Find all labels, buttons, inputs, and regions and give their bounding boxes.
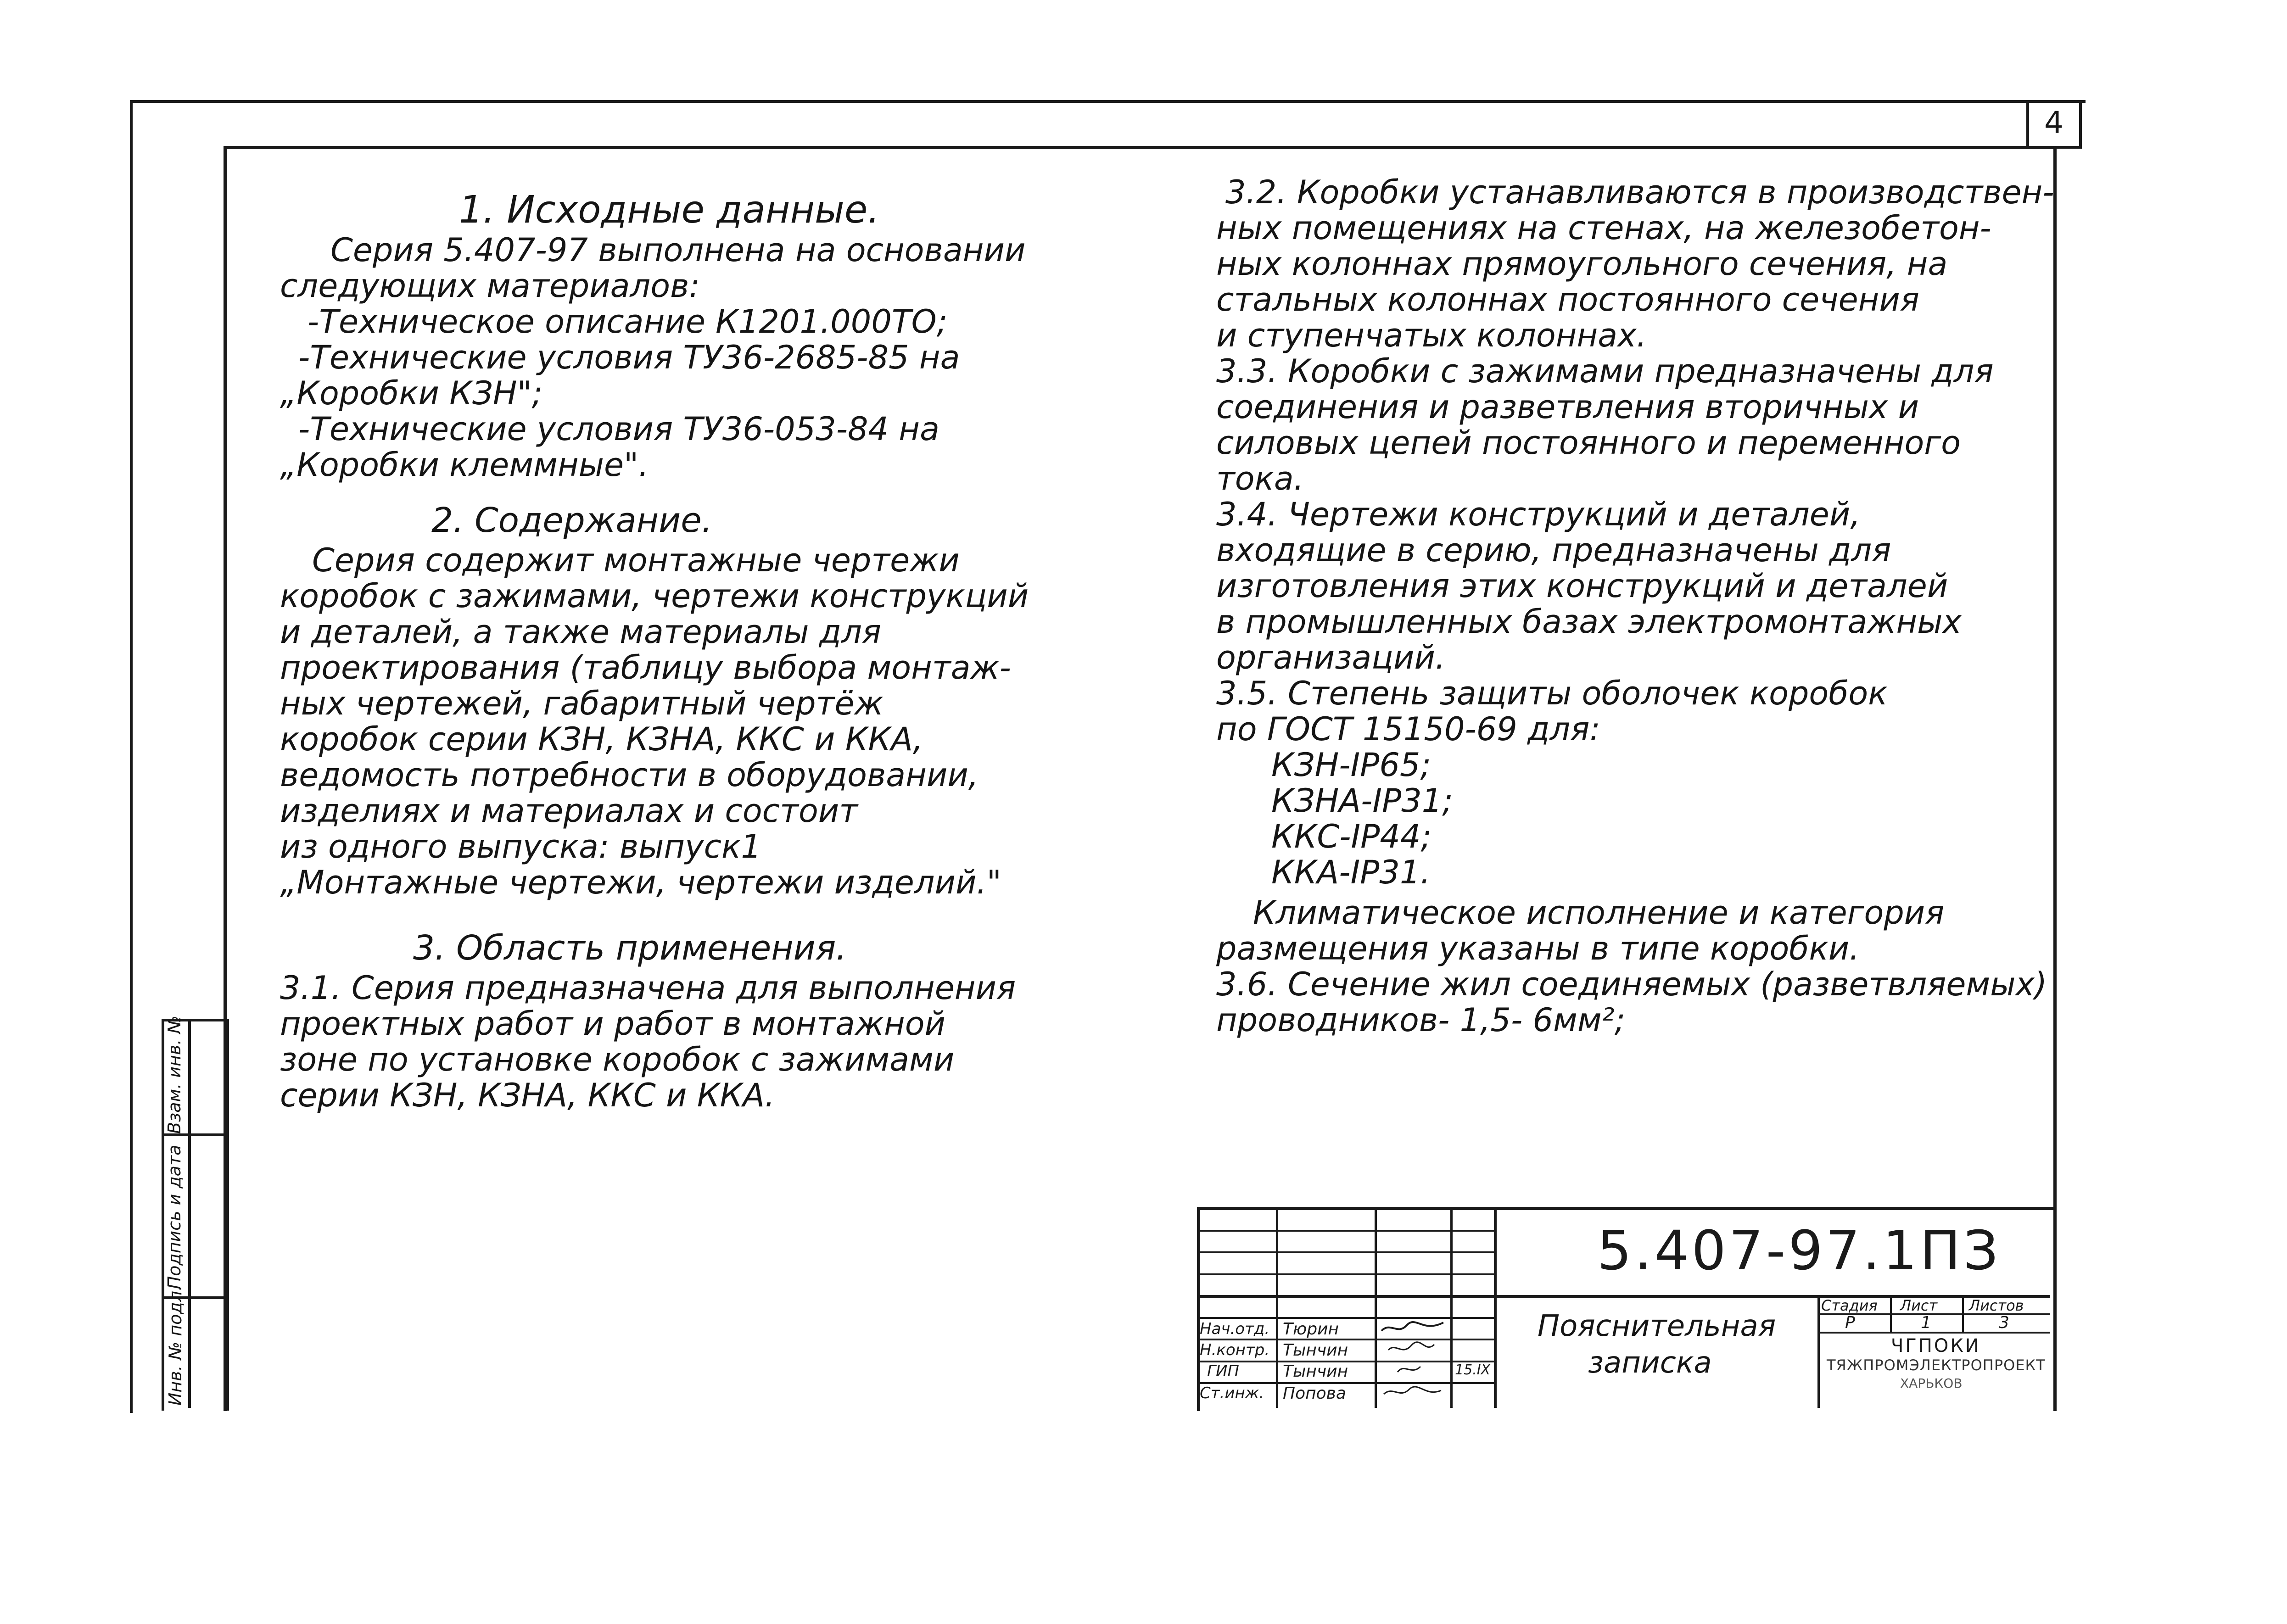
- clause-3-2-line: ных помещениях на стенах, на железобетон-: [1216, 209, 1991, 247]
- section2-line: Серия содержит монтажные чертежи: [312, 541, 960, 579]
- clause-3-3-line: тока.: [1216, 460, 1304, 497]
- side-strip-label-sign: Подпись и дата: [164, 1144, 185, 1289]
- document-title-line2: записка: [1588, 1346, 1712, 1380]
- left-column: [280, 188, 1088, 1113]
- clause-3-3-line: 3.3. Коробки с зажимами предназначены для: [1216, 352, 1994, 390]
- tb-name: Тынчин: [1283, 1341, 1348, 1360]
- tb-name: Тынчин: [1283, 1362, 1348, 1381]
- clause-3-4-line: изготовления этих конструкций и деталей: [1216, 567, 1948, 605]
- section1-line: -Технические условия ТУ36-053-84 на: [298, 410, 939, 448]
- tb-vline: [1494, 1207, 1497, 1408]
- tb-hline: [1197, 1317, 1495, 1319]
- protection-item: КЗН-IP65;: [1271, 746, 1431, 784]
- sheets-label: Листов: [1969, 1297, 2024, 1314]
- page-number: 4: [2044, 105, 2063, 140]
- sheet-label: Лист: [1900, 1297, 1938, 1314]
- clause-3-4-line: организаций.: [1216, 639, 1446, 676]
- sheet-value: 1: [1921, 1313, 1931, 1332]
- tb-hline: [1197, 1273, 1495, 1275]
- side-strip-divider: [188, 1019, 191, 1408]
- section3-line: проектных работ и работ в монтажной: [280, 1005, 946, 1043]
- tb-hline: [1197, 1251, 1495, 1253]
- tb-role: Н.контр.: [1200, 1341, 1270, 1359]
- section2-line: коробок серии КЗН, КЗНА, ККС и ККА,: [280, 720, 923, 758]
- clause-3-4-line: в промышленных базах электромонтажных: [1216, 603, 1962, 641]
- tb-role: Ст.инж.: [1200, 1384, 1264, 1402]
- tb-role: ГИП: [1207, 1362, 1239, 1380]
- section3-line: зоне по установке коробок с зажимами: [280, 1041, 955, 1078]
- tb-vline: [1276, 1207, 1278, 1408]
- section3-heading: 3. Область применения.: [413, 928, 847, 968]
- tb-role: Нач.отд.: [1200, 1320, 1270, 1338]
- section2-line: „Монтажные чертежи, чертежи изделий.": [280, 864, 1001, 901]
- clause-3-2-line: ных колоннах прямоугольного сечения, на: [1216, 245, 1948, 283]
- document-title-line1: Пояснительная: [1538, 1309, 1776, 1343]
- clause-3-4-line: входящие в серию, предназначены для: [1216, 531, 1891, 569]
- clause-3-5-line: по ГОСТ 15150-69 для:: [1216, 710, 1600, 748]
- section3-line: серии КЗН, КЗНА, ККС и ККА.: [280, 1077, 775, 1114]
- clause-3-4-line: 3.4. Чертежи конструкций и деталей,: [1216, 496, 1861, 533]
- tb-vline: [1450, 1207, 1453, 1408]
- tb-name: Попова: [1283, 1384, 1346, 1403]
- tb-name: Тюрин: [1283, 1320, 1339, 1339]
- protection-item: КЗНА-IP31;: [1271, 782, 1453, 820]
- side-strip-label-inv: Инв. № подл.: [165, 1285, 185, 1406]
- section2-line: ведомость потребности в оборудовании,: [280, 756, 979, 794]
- section1-heading: 1. Исходные данные.: [459, 188, 880, 232]
- section2-line: и деталей, а также материалы для: [280, 613, 882, 651]
- stage-label: Стадия: [1821, 1297, 1878, 1314]
- tb-hline: [1197, 1230, 1495, 1232]
- section1-line: -Технические условия ТУ36-2685-85 на: [298, 339, 960, 376]
- section2-line: изделиях и материалах и состоит: [280, 792, 858, 830]
- clause-3-2-line: стальных колоннах постоянного сечения: [1216, 281, 1920, 318]
- document-code: 5.407-97.1ПЗ: [1597, 1219, 2001, 1282]
- section2-line: проектирования (таблицу выбора монтаж-: [280, 649, 1011, 686]
- signature-scribble: [1379, 1317, 1448, 1404]
- sheets-value: 3: [1999, 1313, 2009, 1332]
- side-strip-label-replace: Взам. инв. №: [164, 1016, 185, 1134]
- tb-vline-stage: [1890, 1295, 1892, 1333]
- protection-item: ККА-IP31.: [1271, 854, 1431, 891]
- section2-line: ных чертежей, габаритный чертёж: [280, 685, 883, 722]
- clause-3-3-line: соединения и разветвления вторичных и: [1216, 388, 1919, 426]
- stage-value: Р: [1845, 1313, 1855, 1332]
- org-line2: ТЯЖПРОМЭЛЕКТРОПРОЕКТ: [1827, 1356, 2046, 1374]
- tb-vline-right: [1817, 1295, 1820, 1408]
- clause-3-6-line: проводников- 1,5- 6мм²;: [1216, 1001, 1626, 1039]
- section1-line: Серия 5.407-97 выполнена на основании: [330, 231, 1026, 269]
- section1-line: следующих материалов:: [280, 267, 700, 305]
- section2-line: из одного выпуска: выпуск1: [280, 828, 761, 865]
- org-line1: ЧГПОКИ: [1891, 1335, 1981, 1356]
- clause-3-5-line: 3.5. Степень защиты оболочек коробок: [1216, 675, 1888, 712]
- climate-line: Климатическое исполнение и категория: [1253, 894, 1945, 932]
- protection-item: ККС-IP44;: [1271, 818, 1432, 855]
- right-column: [1216, 173, 2054, 1039]
- tb-date: 15.IX: [1455, 1362, 1491, 1378]
- org-line3: ХАРЬКОВ: [1900, 1376, 1963, 1391]
- section2-line: коробок с зажимами, чертежи конструкций: [280, 577, 1029, 615]
- climate-line: размещения указаны в типе коробки.: [1216, 930, 1860, 967]
- section3-line: 3.1. Серия предназначена для выполнения: [280, 969, 1016, 1007]
- clause-3-3-line: силовых цепей постоянного и переменного: [1216, 424, 1961, 462]
- clause-3-2-line: 3.2. Коробки устанавливаются в производствен-: [1225, 173, 2054, 211]
- section2-heading: 2. Содержание.: [431, 501, 713, 540]
- clause-3-2-line: и ступенчатых колоннах.: [1216, 317, 1647, 354]
- clause-3-6-line: 3.6. Сечение жил соединяемых (разветвляемых): [1216, 965, 2047, 1003]
- section1-line: „Коробки КЗН";: [280, 374, 543, 412]
- section1-line: „Коробки клеммные".: [280, 446, 649, 484]
- section1-line: -Техническое описание К1201.000ТО;: [308, 303, 948, 340]
- tb-vline-stage: [1962, 1295, 1964, 1333]
- tb-hline: [1197, 1339, 1495, 1340]
- tb-vline: [1375, 1207, 1377, 1408]
